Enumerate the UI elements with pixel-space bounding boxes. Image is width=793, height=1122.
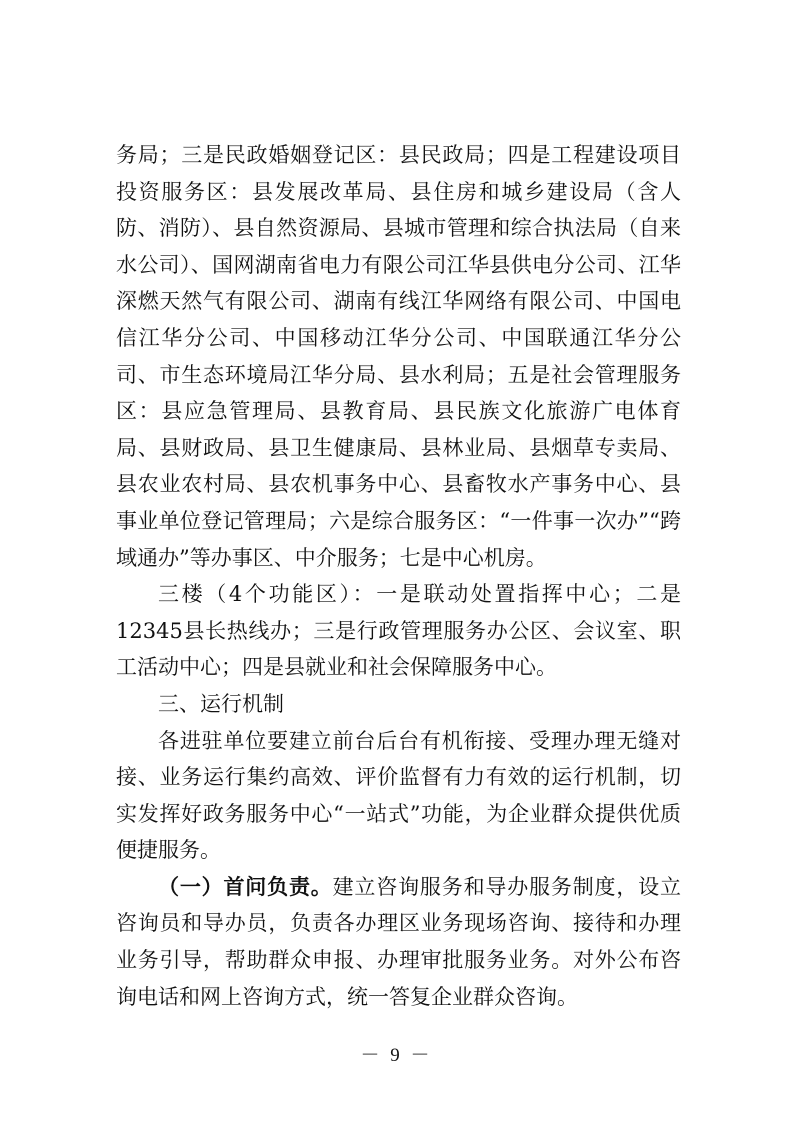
page-number: － 9 － (360, 1045, 433, 1066)
document-body (116, 137, 681, 1015)
paragraph-third-floor: 三楼（4个功能区）：一是联动处置指挥中心；二是12345县长热线办；三是行政管理服务办公区、会议室、职工活动中心；四是县就业和社会保障服务中心。 (116, 582, 681, 680)
section-heading-operation-mechanism: 三、运行机制 (158, 691, 284, 716)
paragraph-operation-mechanism: 各进驻单位要建立前台后台有机衔接、受理办理无缝对接、业务运行集约高效、评价监督有力有效的运行机制，切实发挥好政务服务中心“一站式”功能，为企业群众提供优质便捷服务。 (116, 728, 681, 863)
paragraph-first-inquiry-responsibility (116, 869, 681, 1015)
paragraph-first-inquiry-body: 建立咨询服务和导办服务制度，设立咨询员和导办员，负责各办理区业务现场咨询、接待和办理业务引导，帮助群众申报、办理审批服务业务。对外公布咨询电话和网上咨询方式，统一答复企业群众咨询。 (116, 874, 681, 1009)
paragraph-service-zones: 务局；三是民政婚姻登记区：县民政局；四是工程建设项目投资服务区：县发展改革局、县住房和城乡建设局（含人防、消防）、县自然资源局、县城市管理和综合执法局（自来水公司）、国网湖南省电力有限公司江华县供电分公司、江华深燃天然气有限公司、湖南有线江华网络有限公司、中国电信江华分公司、中国移动江华分公司、中国联通江华分公司、市生态环境局江华分局、县水利局；五是社会管理服务区：县应急管理局、县教育局、县民族文化旅游广电体育局、县财政局、县卫生健康局、县林业局、县烟草专卖局、县农业农村局、县农机事务中心、县畜牧水产事务中心、县事业单位登记管理局；六是综合服务区：“一件事一次办”“跨域通办”等办事区、中介服务；七是中心机房。 (116, 143, 681, 570)
subheading-first-inquiry: （一）首问负责。 (158, 873, 333, 899)
